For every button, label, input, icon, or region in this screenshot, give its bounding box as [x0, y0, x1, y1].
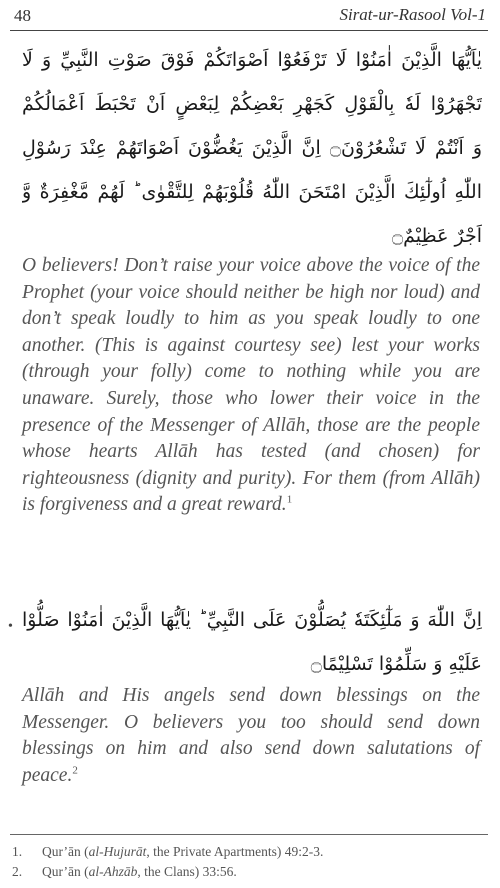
footnote-suffix: , the Private Apartments) 49:2-3. — [146, 844, 324, 859]
arabic-verse-1-line: يٰاَيُّهَا الَّذِيْنَ اٰمَنُوْا لَا تَرْفَعُوْٓا اَصْوَاتَكُمْ فَوْقَ صَوْتِ النَّبِيِّ وَ لَا — [22, 49, 482, 71]
translation-verse-1 — [22, 253, 480, 519]
footnote-item — [12, 842, 482, 862]
footnotes — [12, 842, 482, 882]
footnote-number: 2. — [12, 864, 23, 879]
arabic-verse-2-line: اِنَّ اللّٰهَ وَ مَلٰٓئِكَتَهٗ يُصَلُّوْنَ عَلَى النَّبِيِّ ؕ يٰاَيُّهَا الَّذِيْنَ اٰمَنُوْا صَلُّوْا — [22, 609, 482, 631]
footnote-rule — [10, 834, 488, 835]
footnote-marker-1[interactable]: 1 — [286, 493, 293, 506]
translation-verse-2-text: Allāh and His angels send down blessings on the Messenger. O believers you too should send down blessings on him and also send down salutations of peace. — [22, 685, 480, 786]
footnote-text — [42, 842, 323, 862]
footnote-surah: al-Ahzāb — [88, 864, 138, 879]
margin-mark: • — [8, 619, 13, 634]
arabic-verse-2-line: عَلَيْهِ وَ سَلِّمُوْا تَسْلِيْمًا۝ — [310, 653, 482, 675]
footnote-marker-2[interactable]: 2 — [72, 764, 78, 777]
footnote-surah: al-Hujurāt — [88, 844, 147, 859]
running-title: Sirat-ur-Rasool Vol-1 — [339, 5, 486, 24]
arabic-verse-1 — [22, 38, 482, 258]
translation-verse-2 — [22, 683, 480, 789]
header-rule — [10, 30, 488, 31]
footnote-number: 1. — [12, 844, 23, 859]
arabic-verse-1-line: وَ اَنْتُمْ لَا تَشْعُرُوْنَ۝ اِنَّ الَّذِيْنَ يَغُضُّوْنَ اَصْوَاتَهُمْ عِنْدَ رَسُوْلِ — [22, 137, 482, 159]
footnote-text — [42, 862, 237, 882]
page-header — [0, 0, 500, 30]
page-number: 48 — [14, 6, 31, 25]
translation-verse-1-text: O believers! Don’t raise your voice above the voice of the Prophet (your voice should neither be high nor loud) and don’t speak loudly to him as you speak loudly to one another. (This is against courtesy see) lest your works (through your folly) come to nothing while you are unaware. Surely, those who lower their voice in the presence of the Messenger of Allāh, those are the people whose hearts Allāh has tested (and chosen) for righteousness (dignity and purity). For them (from Allāh) is forgiveness and a great reward. — [22, 255, 480, 516]
arabic-verse-1-line: تَجْهَرُوْا لَهٗ بِالْقَوْلِ كَجَهْرِ بَعْضِكُمْ لِبَعْضٍ اَنْ تَحْبَطَ اَعْمَالُكُمْ — [22, 93, 482, 115]
footnote-prefix: Qur’ān ( — [42, 844, 89, 859]
footnote-prefix: Qur’ān ( — [42, 864, 89, 879]
arabic-verse-1-line: اَجْرٌ عَظِيْمٌ۝ — [392, 225, 482, 247]
footnote-item — [12, 862, 482, 882]
arabic-verse-1-line: اللّٰهِ اُولٰٓئِكَ الَّذِيْنَ امْتَحَنَ اللّٰهُ قُلُوْبَهُمْ لِلتَّقْوٰى ؕ لَهُمْ مَّغْفِرَةٌ وَّ — [22, 181, 482, 203]
footnote-suffix: , the Clans) 33:56. — [137, 864, 237, 879]
arabic-verse-2 — [22, 598, 482, 686]
